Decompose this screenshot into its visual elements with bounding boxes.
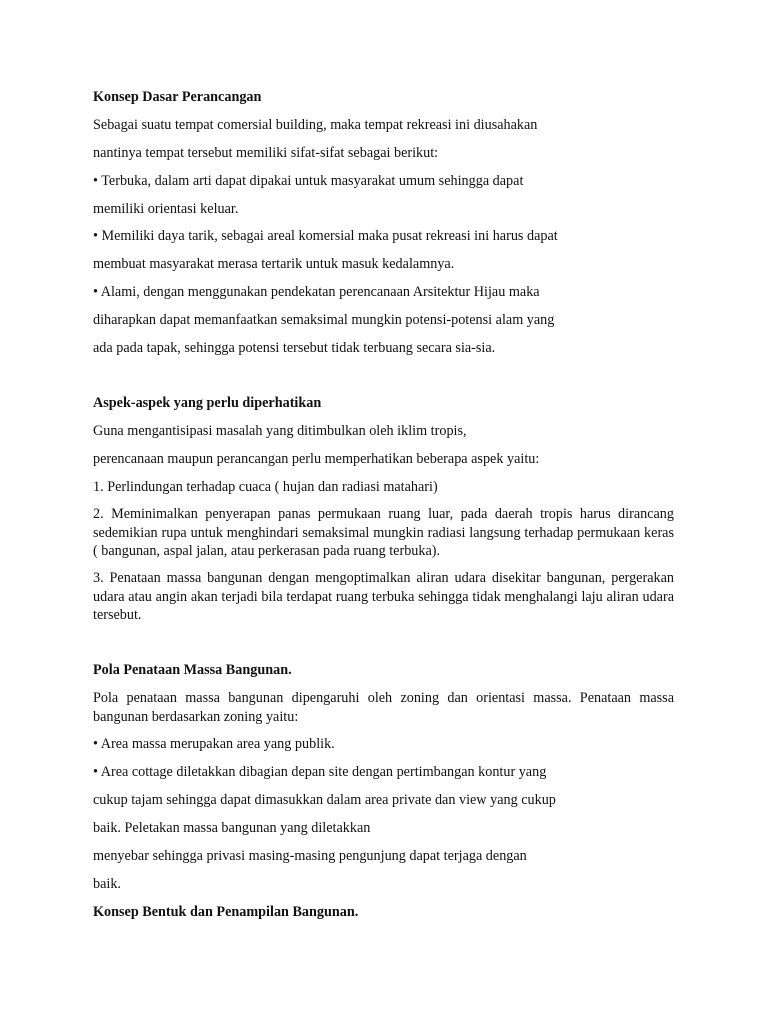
text-line: Sebagai suatu tempat comersial building, maka tempat rekreasi ini diusahakan <box>93 117 538 133</box>
text-line: menyebar sehingga privasi masing-masing pengunjung dapat terjaga dengan <box>93 848 527 864</box>
text-line: ada pada tapak, sehingga potensi tersebut tidak terbuang secara sia-sia. <box>93 340 496 356</box>
heading-konsep-dasar: Konsep Dasar Perancangan <box>93 89 262 105</box>
heading-konsep-bentuk: Konsep Bentuk dan Penampilan Bangunan. <box>93 904 359 920</box>
bullet-item: • Area massa merupakan area yang publik. <box>93 736 335 752</box>
bullet-item: • Terbuka, dalam arti dapat dipakai untuk masyarakat umum sehingga dapat <box>93 173 524 189</box>
paragraph-intro: Pola penataan massa bangunan dipengaruhi oleh zoning dan orientasi massa. Penataan massa bangunan berdasarkan zoning yaitu: <box>93 690 674 725</box>
bullet-item: • Alami, dengan menggunakan pendekatan perencanaan Arsitektur Hijau maka <box>93 284 540 300</box>
text-line: memiliki orientasi keluar. <box>93 201 239 217</box>
list-item-3: 3. Penataan massa bangunan dengan mengoptimalkan aliran udara disekitar bangunan, pergerakan udara atau angin akan terjadi bila terdapat ruang terbuka sehingga tidak menghalangi laju aliran udara tersebut. <box>93 570 674 623</box>
text-line: membuat masyarakat merasa tertarik untuk masuk kedalamnya. <box>93 256 455 272</box>
text-line: nantinya tempat tersebut memiliki sifat-sifat sebagai berikut: <box>93 145 439 161</box>
bullet-item: • Area cottage diletakkan dibagian depan site dengan pertimbangan kontur yang <box>93 764 547 780</box>
heading-aspek: Aspek-aspek yang perlu diperhatikan <box>93 395 322 411</box>
text-line: baik. Peletakan massa bangunan yang diletakkan <box>93 820 371 836</box>
text-line: perencanaan maupun perancangan perlu memperhatikan beberapa aspek yaitu: <box>93 451 540 467</box>
text-line: cukup tajam sehingga dapat dimasukkan dalam area private dan view yang cukup <box>93 792 556 808</box>
list-item-1: 1. Perlindungan terhadap cuaca ( hujan dan radiasi matahari) <box>93 479 438 495</box>
text-line: diharapkan dapat memanfaatkan semaksimal mungkin potensi-potensi alam yang <box>93 312 555 328</box>
heading-pola-penataan: Pola Penataan Massa Bangunan. <box>93 662 292 678</box>
text-line: baik. <box>93 876 121 892</box>
list-item-2: 2. Meminimalkan penyerapan panas permukaan ruang luar, pada daerah tropis harus dirancang sedemikian rupa untuk menghindari semaksimal mungkin radiasi langsung terhadap permukaan keras ( bangunan, aspal jalan, atau perkerasan pada ruang terbuka). <box>93 506 674 559</box>
text-line: Guna mengantisipasi masalah yang ditimbulkan oleh iklim tropis, <box>93 423 467 439</box>
bullet-item: • Memiliki daya tarik, sebagai areal komersial maka pusat rekreasi ini harus dapat <box>93 228 558 244</box>
